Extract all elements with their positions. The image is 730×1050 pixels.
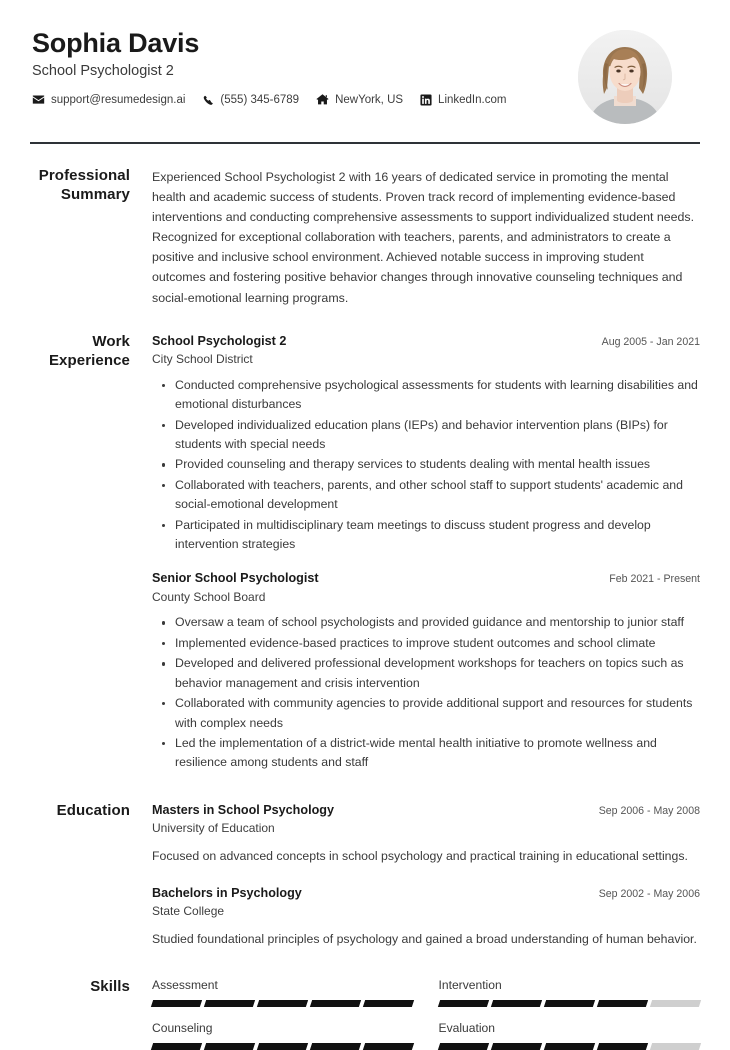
header-identity	[30, 28, 506, 106]
resume-body	[0, 166, 730, 1050]
skill-rating-bar	[152, 1000, 414, 1007]
bullet-item: Provided counseling and therapy services to students dealing with mental health issues	[173, 455, 700, 474]
entry-organization: State College	[152, 904, 225, 919]
skill-name: Evaluation	[438, 1020, 495, 1035]
entry-header	[152, 885, 700, 903]
skill-segment	[437, 1000, 488, 1007]
linkedin-icon	[420, 94, 432, 106]
section-education	[30, 801, 700, 951]
skills-body	[152, 977, 700, 1049]
experience-body	[152, 332, 700, 775]
skill-name: Intervention	[438, 978, 502, 993]
entry-header	[152, 570, 700, 588]
skill-rating-bar	[152, 1043, 414, 1050]
skill-segment	[650, 1000, 701, 1007]
skill-segment	[204, 1043, 255, 1050]
section-label-experience: Work Experience	[48, 332, 130, 369]
skill-segment	[310, 1000, 361, 1007]
education-body	[152, 801, 700, 951]
section-work-experience	[30, 332, 700, 775]
skill-segment	[544, 1043, 595, 1050]
entry-description: Focused on advanced concepts in school psychology and practical training in educational settings.	[152, 848, 688, 863]
bullet-item: Collaborated with community agencies to provide additional support and resources for students with complex needs	[173, 694, 700, 733]
skill-item	[439, 978, 701, 1007]
skill-item	[152, 978, 414, 1007]
skill-segment	[544, 1000, 595, 1007]
entry-header	[152, 333, 700, 351]
bullet-item: Implemented evidence-based practices to improve student outcomes and school climate	[173, 634, 700, 653]
resume-header	[0, 0, 730, 124]
skill-segment	[257, 1000, 308, 1007]
entry-title: Bachelors in Psychology	[152, 885, 302, 900]
avatar	[578, 30, 672, 124]
summary-text: Experienced School Psychologist 2 with 16 years of dedicated service in promoting the mental health and academic success of students. Proven track record of implementing evidence-based interventions and conducting comprehensive assessments to support individualized student needs. Recognized for exceptional collaboration with teachers, parents, and administrators to create a positive and inclusive school environment. Achieved notable success in improving student outcomes and fostering positive behavior changes through innovative counseling techniques and social-emotional learning programs.	[152, 170, 695, 305]
contact-linkedin[interactable]	[420, 94, 506, 106]
entry-header	[152, 802, 700, 820]
bullet-item: Developed individualized education plans (IEPs) and behavior intervention plans (BIPs) for students with special needs	[173, 416, 700, 455]
envelope-icon	[32, 93, 45, 106]
entry-bullets	[152, 613, 700, 772]
skill-segment	[437, 1043, 488, 1050]
entry-title: Masters in School Psychology	[152, 802, 334, 817]
education-entry	[152, 802, 700, 867]
skill-segment	[151, 1043, 202, 1050]
summary-body	[152, 166, 700, 308]
section-label-summary: Professional Summary	[38, 167, 130, 204]
skill-item	[152, 1021, 414, 1050]
skill-segment	[650, 1043, 701, 1050]
bullet-item: Conducted comprehensive psychological assessments for students with learning disabilities and emotional disturbances	[173, 376, 700, 415]
bullet-item: Developed and delivered professional development workshops for teachers on topics such as behavior management and crisis intervention	[173, 654, 700, 693]
skill-item	[439, 1021, 701, 1050]
home-icon	[316, 93, 329, 106]
skill-segment	[204, 1000, 255, 1007]
header-divider	[30, 142, 700, 144]
skill-name: Counseling	[152, 1020, 213, 1035]
skill-segment	[597, 1000, 648, 1007]
bullet-item: Participated in multidisciplinary team meetings to discuss student progress and develop intervention strategies	[173, 516, 700, 555]
skill-rating-bar	[439, 1043, 701, 1050]
entry-organization: County School Board	[152, 590, 266, 605]
entry-title: Senior School Psychologist	[152, 571, 319, 586]
contact-phone-label: (555) 345-6789	[220, 93, 300, 106]
education-entry	[152, 885, 700, 950]
skill-segment	[490, 1043, 541, 1050]
skill-segment	[310, 1043, 361, 1050]
section-label-skills: Skills	[90, 978, 130, 996]
bullet-item: Led the implementation of a district-wide mental health initiative to promote wellness and resilience among students and staff	[173, 734, 700, 773]
skill-segment	[490, 1000, 541, 1007]
job-title: School Psychologist 2	[32, 63, 174, 80]
skill-segment	[257, 1043, 308, 1050]
skill-segment	[597, 1043, 648, 1050]
bullet-item: Collaborated with teachers, parents, and other school staff to support students' academic and social-emotional development	[173, 476, 700, 515]
experience-entry	[152, 570, 700, 772]
section-skills	[30, 977, 700, 1049]
contact-row	[32, 93, 506, 106]
phone-icon	[202, 93, 214, 106]
entry-date: Feb 2021 - Present	[609, 573, 700, 586]
skill-name: Assessment	[152, 978, 218, 993]
avatar-photo	[578, 30, 672, 124]
entry-bullets	[152, 376, 700, 555]
contact-location-label: NewYork, US	[335, 93, 404, 106]
contact-email[interactable]	[32, 93, 185, 106]
entry-title: School Psychologist 2	[152, 333, 287, 348]
skills-grid	[152, 978, 700, 1049]
entry-date: Sep 2006 - May 2008	[598, 804, 700, 817]
entry-date: Sep 2002 - May 2006	[598, 887, 700, 900]
entry-organization: City School District	[152, 352, 253, 367]
section-label-education: Education	[56, 801, 130, 819]
skill-segment	[363, 1000, 414, 1007]
skill-rating-bar	[439, 1000, 701, 1007]
contact-email-label: support@resumedesign.ai	[51, 93, 186, 106]
contact-linkedin-label: LinkedIn.com	[438, 93, 507, 106]
entry-date: Aug 2005 - Jan 2021	[601, 335, 700, 348]
experience-entry	[152, 333, 700, 555]
entry-organization: University of Education	[152, 821, 275, 836]
bullet-item: Oversaw a team of school psychologists and provided guidance and mentorship to junior staff	[173, 613, 700, 632]
contact-phone[interactable]	[202, 93, 299, 106]
page-title: Sophia Davis	[32, 28, 200, 58]
contact-location[interactable]	[316, 93, 403, 106]
section-professional-summary	[30, 166, 700, 308]
skill-segment	[363, 1043, 414, 1050]
entry-description: Studied foundational principles of psychology and gained a broad understanding of human behavior.	[152, 931, 697, 946]
skill-segment	[151, 1000, 202, 1007]
